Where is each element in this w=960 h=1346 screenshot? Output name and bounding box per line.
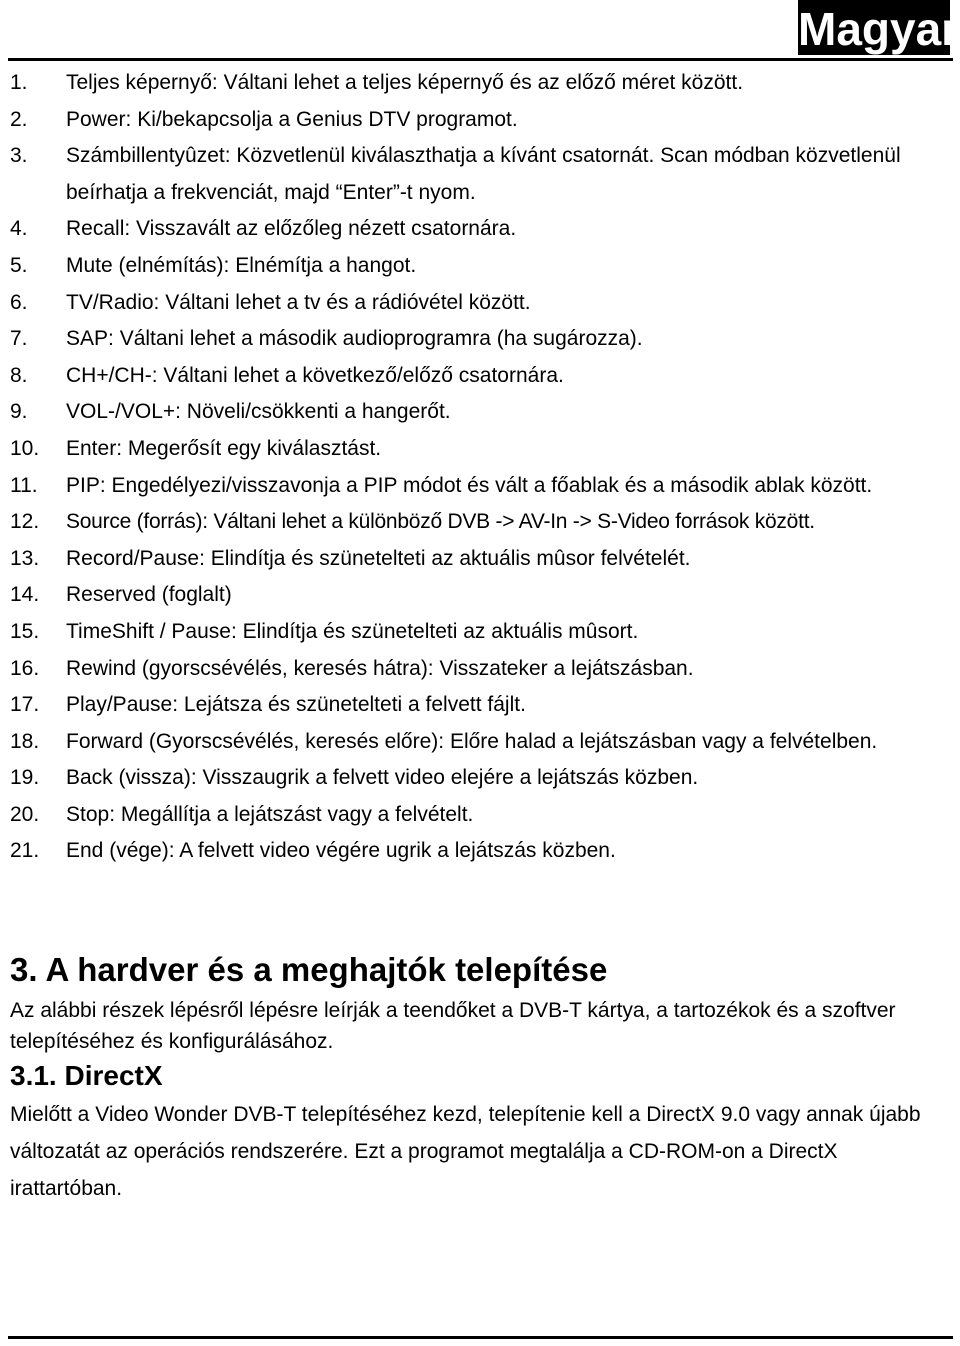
- list-item: [10, 760, 955, 797]
- item-text: Reserved (foglalt): [66, 583, 232, 607]
- list-item: [10, 614, 955, 651]
- item-text: Enter: Megerősít egy kiválasztást.: [66, 436, 382, 460]
- item-number: 6.: [10, 290, 28, 314]
- item-number: 2.: [10, 107, 28, 131]
- item-text: TimeShift / Pause: Elindítja és szünetelteti az aktuális mûsort.: [66, 619, 639, 643]
- item-text: Forward (Gyorscsévélés, keresés előre): Előre halad a lejátszásban vagy a felvételben.: [66, 729, 878, 753]
- item-number: 17.: [10, 693, 40, 717]
- item-number: 8.: [10, 363, 28, 387]
- item-text: Source (forrás): Váltani lehet a különböző DVB -> AV-In -> S-Video források között.: [66, 510, 815, 534]
- item-number: 10.: [10, 436, 40, 460]
- item-number: 11.: [10, 473, 38, 497]
- item-number: 21.: [10, 839, 40, 863]
- list-item: [10, 211, 955, 248]
- item-text: PIP: Engedélyezi/visszavonja a PIP módot és vált a főablak és a második ablak között.: [66, 473, 873, 497]
- list-item: [10, 651, 955, 688]
- item-number: 15.: [10, 619, 40, 643]
- list-item: [10, 65, 955, 102]
- item-text: Power: Ki/bekapcsolja a Genius DTV programot.: [66, 107, 518, 131]
- section-heading: 3. A hardver és a meghajtók telepítése: [10, 951, 608, 988]
- footer-divider: [8, 1336, 953, 1339]
- item-number: 14.: [10, 583, 40, 607]
- item-number: 18.: [10, 729, 40, 753]
- subsection-heading: 3.1. DirectX: [10, 1060, 163, 1091]
- list-item: [10, 431, 955, 468]
- item-text: Back (vissza): Visszaugrik a felvett video elejére a lejátszás közben.: [66, 766, 699, 790]
- list-item: [10, 724, 955, 761]
- list-item: [10, 358, 955, 395]
- list-item: [10, 468, 955, 505]
- item-text: TV/Radio: Váltani lehet a tv és a rádióvétel között.: [66, 290, 531, 314]
- subsection-paragraph: Mielőtt a Video Wonder DVB-T telepítéséhez kezd, telepítenie kell a DirectX 9.0 vagy annak újabb változatát az operációs rendszerére. Ezt a programot megtalálja a CD-ROM-on a DirectX irattartóban.: [10, 1103, 921, 1200]
- list-item: [10, 102, 955, 139]
- language-badge: Magyar: [798, 0, 950, 55]
- item-text: SAP: Váltani lehet a második audioprogramra (ha sugározza).: [66, 327, 643, 351]
- item-number: 19.: [10, 766, 40, 790]
- item-number: 9.: [10, 400, 28, 424]
- item-text: Mute (elnémítás): Elnémítja a hangot.: [66, 253, 417, 277]
- item-number: 1.: [10, 71, 28, 94]
- list-item: [10, 687, 955, 724]
- item-text: End (vége): A felvett video végére ugrik a lejátszás közben.: [66, 839, 616, 863]
- item-text: CH+/CH-: Váltani lehet a következő/előző csatornára.: [66, 363, 564, 387]
- list-item: [10, 285, 955, 322]
- item-number: 20.: [10, 802, 40, 826]
- item-number: 12.: [10, 510, 40, 534]
- item-text: Record/Pause: Elindítja és szünetelteti az aktuális mûsor felvételét.: [66, 546, 691, 570]
- list-item: [10, 577, 955, 614]
- remote-instructions-list: [10, 65, 955, 870]
- list-item: [10, 248, 955, 285]
- item-number: 7.: [10, 327, 28, 351]
- list-item: [10, 394, 955, 431]
- list-item: [10, 138, 955, 211]
- list-item: [10, 504, 955, 541]
- item-text: Teljes képernyő: Váltani lehet a teljes képernyő és az előző méret között.: [66, 71, 744, 94]
- item-text: VOL-/VOL+: Növeli/csökkenti a hangerőt.: [66, 400, 451, 424]
- item-number: 5.: [10, 253, 28, 277]
- item-text: Play/Pause: Lejátsza és szünetelteti a felvett fájlt.: [66, 693, 526, 717]
- list-item: [10, 321, 955, 358]
- item-number: 3.: [10, 144, 28, 168]
- item-text: Rewind (gyorscsévélés, keresés hátra): Visszateker a lejátszásban.: [66, 656, 694, 680]
- item-number: 4.: [10, 217, 28, 241]
- item-text: Számbillentyûzet: Közvetlenül kiválaszthatja a kívánt csatornát. Scan módban közvetlenül beírhatja a frekvenciát, majd “Enter”-t nyom.: [66, 144, 901, 204]
- header-divider: [8, 58, 953, 61]
- item-text: Recall: Visszavált az előzőleg nézett csatornára.: [66, 217, 517, 241]
- list-item: [10, 833, 955, 870]
- item-number: 13.: [10, 546, 40, 570]
- item-number: 16.: [10, 656, 40, 680]
- list-item: [10, 541, 955, 578]
- section-intro-paragraph: Az alábbi részek lépésről lépésre leírják a teendőket a DVB-T kártya, a tartozékok és a szoftver telepítéséhez és konfigurálásához.: [10, 999, 896, 1053]
- list-item: [10, 797, 955, 834]
- item-text: Stop: Megállítja a lejátszást vagy a felvételt.: [66, 802, 474, 826]
